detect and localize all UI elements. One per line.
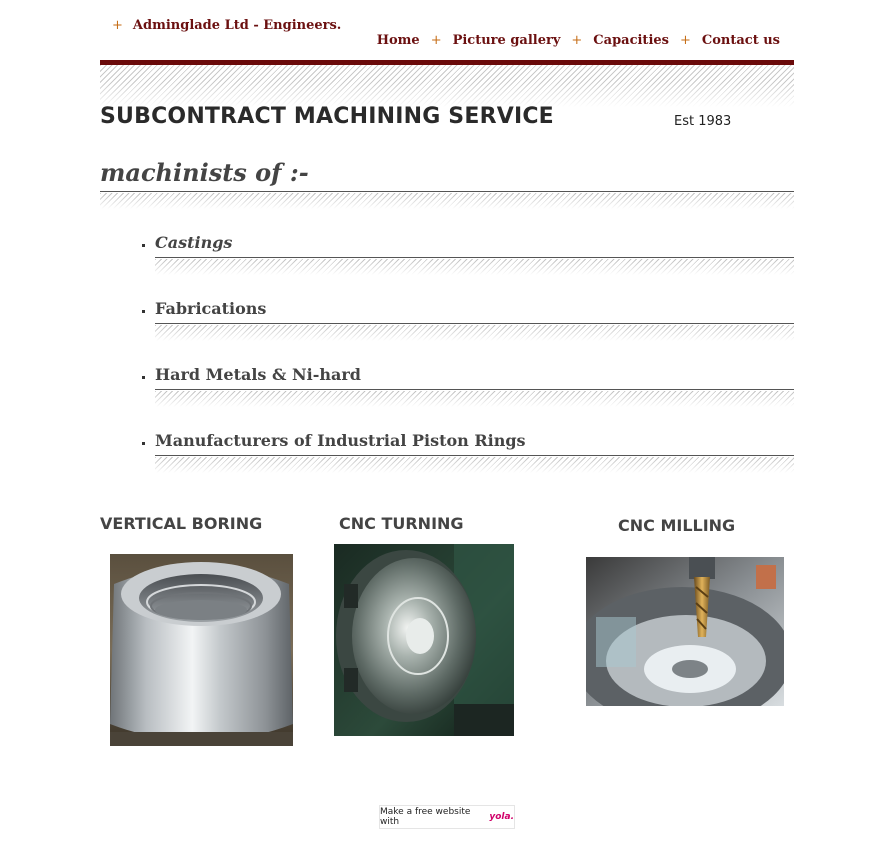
top-nav <box>377 33 780 48</box>
list-item: Hard Metals & Ni-hard <box>155 365 361 384</box>
caption-vertical-boring: VERTICAL BORING <box>100 514 263 533</box>
plus-icon: + <box>112 18 123 33</box>
caption-cnc-turning: CNC TURNING <box>339 514 464 533</box>
brand[interactable] <box>112 18 341 33</box>
machined-ring-photo <box>110 554 293 746</box>
bullet-icon <box>142 442 145 445</box>
plus-icon: + <box>430 33 442 48</box>
list-item: Fabrications <box>155 299 267 318</box>
page-title: SUBCONTRACT MACHINING SERVICE <box>100 104 554 129</box>
item-rule <box>155 389 794 390</box>
list-item: Castings <box>155 233 233 252</box>
established-year: Est 1983 <box>674 114 732 129</box>
bullet-icon <box>142 244 145 247</box>
plus-icon: + <box>571 33 583 48</box>
subheading-rule <box>100 191 794 192</box>
plus-icon: + <box>679 33 691 48</box>
milling-drill-photo <box>586 557 784 706</box>
yola-badge-text: Make a free website with <box>380 807 471 827</box>
item-rule <box>155 257 794 258</box>
yola-logo: yola. <box>489 812 514 822</box>
header-hatch <box>100 65 794 107</box>
brand-name[interactable]: Adminglade Ltd - Engineers. <box>132 18 342 33</box>
item-hatch <box>155 391 794 407</box>
yola-badge[interactable] <box>379 805 515 829</box>
item-hatch <box>155 325 794 341</box>
caption-cnc-milling: CNC MILLING <box>618 516 736 535</box>
bullet-icon <box>142 376 145 379</box>
list-item: Manufacturers of Industrial Piston Rings <box>155 431 526 450</box>
subheading-hatch <box>100 193 794 209</box>
item-hatch <box>155 457 794 473</box>
nav-contact-us[interactable]: Contact us <box>701 33 780 48</box>
item-rule <box>155 455 794 456</box>
item-rule <box>155 323 794 324</box>
nav-capacities[interactable]: Capacities <box>593 33 669 48</box>
bullet-icon <box>142 310 145 313</box>
nav-home[interactable]: Home <box>376 33 420 48</box>
lathe-chuck-photo <box>334 544 514 736</box>
item-hatch <box>155 259 794 275</box>
nav-picture-gallery[interactable]: Picture gallery <box>452 33 561 48</box>
section-subheading: machinists of :- <box>100 158 309 187</box>
